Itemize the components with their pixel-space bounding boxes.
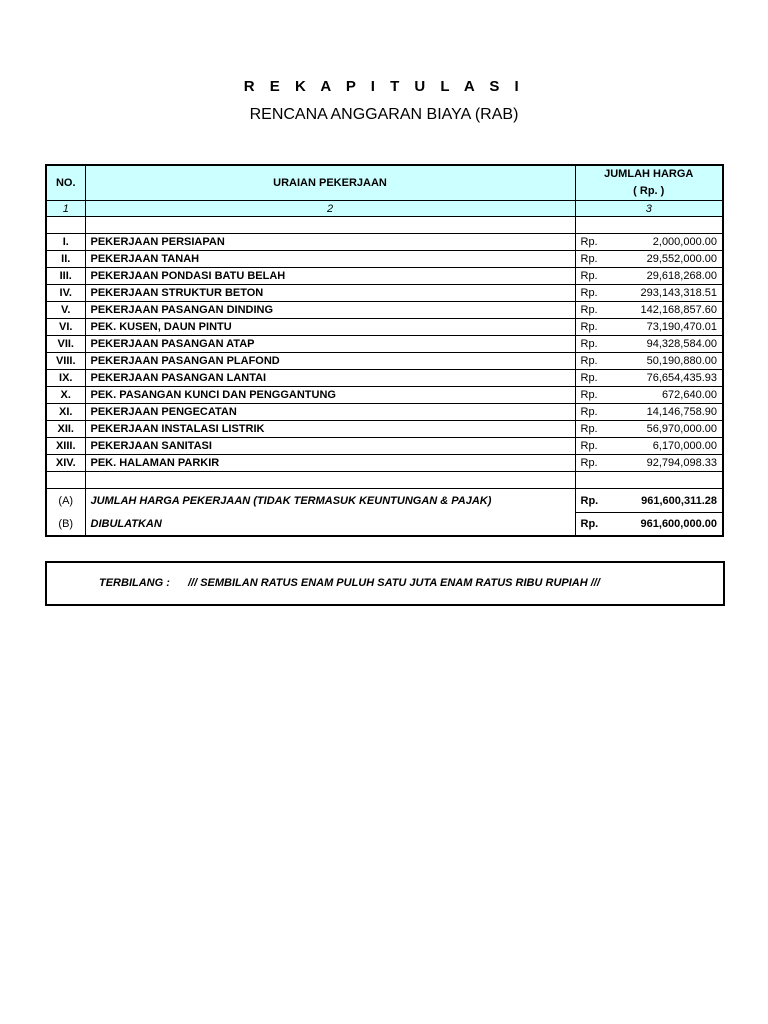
amount-value: 142,168,857.60 bbox=[640, 304, 717, 316]
terbilang-box bbox=[45, 561, 725, 606]
amount-value: 56,970,000.00 bbox=[646, 423, 717, 435]
header-jumlah-line1: JUMLAH HARGA bbox=[604, 168, 694, 180]
currency-label: Rp. bbox=[580, 406, 598, 418]
currency-label: Rp. bbox=[580, 321, 598, 333]
column-number: 3 bbox=[575, 201, 723, 217]
amount-value: 29,618,268.00 bbox=[646, 270, 717, 282]
amount-cell bbox=[575, 387, 723, 404]
amount-cell bbox=[575, 353, 723, 370]
row-number: V. bbox=[46, 302, 85, 319]
row-number: IX. bbox=[46, 370, 85, 387]
amount-cell bbox=[575, 285, 723, 302]
row-description: PEKERJAAN INSTALASI LISTRIK bbox=[85, 421, 575, 438]
blank-row bbox=[46, 472, 723, 489]
row-description: PEK. HALAMAN PARKIR bbox=[85, 455, 575, 472]
table-row bbox=[46, 421, 723, 438]
currency-label: Rp. bbox=[580, 372, 598, 384]
currency-label: Rp. bbox=[580, 440, 598, 452]
row-number: XII. bbox=[46, 421, 85, 438]
amount-value: 76,654,435.93 bbox=[646, 372, 717, 384]
row-description: PEKERJAAN PASANGAN DINDING bbox=[85, 302, 575, 319]
table-row bbox=[46, 404, 723, 421]
column-number: 2 bbox=[85, 201, 575, 217]
currency-label: Rp. bbox=[580, 338, 598, 350]
amount-value: 6,170,000.00 bbox=[652, 440, 717, 452]
table-row bbox=[46, 268, 723, 285]
terbilang-text: /// SEMBILAN RATUS ENAM PULUH SATU JUTA ENAM RATUS RIBU RUPIAH /// bbox=[188, 577, 600, 589]
table-row bbox=[46, 438, 723, 455]
blank-cell bbox=[85, 472, 575, 489]
amount-value: 293,143,318.51 bbox=[640, 287, 717, 299]
amount-value: 14,146,758.90 bbox=[646, 406, 717, 418]
row-number: VII. bbox=[46, 336, 85, 353]
row-description: PEKERJAAN STRUKTUR BETON bbox=[85, 285, 575, 302]
amount-value: 961,600,000.00 bbox=[640, 518, 717, 530]
row-number: XIII. bbox=[46, 438, 85, 455]
column-number: 1 bbox=[46, 201, 85, 217]
table-row bbox=[46, 319, 723, 336]
currency-label: Rp. bbox=[580, 270, 598, 282]
row-description: PEKERJAAN PONDASI BATU BELAH bbox=[85, 268, 575, 285]
row-description: PEK. PASANGAN KUNCI DAN PENGGANTUNG bbox=[85, 387, 575, 404]
terbilang-label: TERBILANG : bbox=[99, 577, 170, 589]
currency-label: Rp. bbox=[580, 423, 598, 435]
amount-cell bbox=[575, 370, 723, 387]
amount-cell bbox=[575, 513, 723, 537]
blank-row bbox=[46, 217, 723, 234]
blank-cell bbox=[575, 472, 723, 489]
document-title: R E K A P I T U L A S I bbox=[243, 78, 525, 95]
header-jumlah-harga bbox=[575, 165, 723, 201]
row-description: PEKERJAAN SANITASI bbox=[85, 438, 575, 455]
table-header-row bbox=[46, 165, 723, 201]
total-number: (A) bbox=[46, 489, 85, 513]
row-description: PEKERJAAN PASANGAN ATAP bbox=[85, 336, 575, 353]
row-number: VI. bbox=[46, 319, 85, 336]
row-number: IV. bbox=[46, 285, 85, 302]
row-number: I. bbox=[46, 234, 85, 251]
row-description: PEKERJAAN PERSIAPAN bbox=[85, 234, 575, 251]
amount-cell bbox=[575, 421, 723, 438]
total-description: DIBULATKAN bbox=[85, 513, 575, 537]
row-description: PEKERJAAN PASANGAN LANTAI bbox=[85, 370, 575, 387]
currency-label: Rp. bbox=[580, 389, 598, 401]
total-number: (B) bbox=[46, 513, 85, 537]
table-row bbox=[46, 370, 723, 387]
amount-cell bbox=[575, 234, 723, 251]
currency-label: Rp. bbox=[580, 287, 598, 299]
currency-label: Rp. bbox=[580, 304, 598, 316]
table-row bbox=[46, 387, 723, 404]
amount-value: 961,600,311.28 bbox=[641, 494, 717, 507]
amount-cell bbox=[575, 438, 723, 455]
amount-cell bbox=[575, 489, 723, 513]
table-row bbox=[46, 285, 723, 302]
amount-value: 2,000,000.00 bbox=[652, 236, 717, 248]
header-jumlah-line2: ( Rp. ) bbox=[633, 185, 665, 197]
table-row bbox=[46, 302, 723, 319]
currency-label: Rp. bbox=[580, 518, 599, 530]
amount-value: 50,190,880.00 bbox=[646, 355, 717, 367]
amount-cell bbox=[575, 455, 723, 472]
currency-label: Rp. bbox=[580, 236, 598, 248]
row-number: XIV. bbox=[46, 455, 85, 472]
currency-label: Rp. bbox=[580, 457, 598, 469]
currency-label: Rp. bbox=[580, 355, 598, 367]
amount-cell bbox=[575, 319, 723, 336]
total-description: JUMLAH HARGA PEKERJAAN (TIDAK TERMASUK KEUNTUNGAN & PAJAK) bbox=[85, 489, 575, 513]
row-description: PEKERJAAN PASANGAN PLAFOND bbox=[85, 353, 575, 370]
amount-value: 29,552,000.00 bbox=[646, 253, 717, 265]
table-row bbox=[46, 353, 723, 370]
total-row-b bbox=[46, 513, 723, 537]
blank-cell bbox=[46, 217, 85, 234]
amount-value: 672,640.00 bbox=[661, 389, 717, 401]
row-number: X. bbox=[46, 387, 85, 404]
amount-cell bbox=[575, 404, 723, 421]
blank-cell bbox=[85, 217, 575, 234]
row-number: II. bbox=[46, 251, 85, 268]
amount-value: 94,328,584.00 bbox=[646, 338, 717, 350]
header-no: NO. bbox=[46, 165, 85, 201]
row-number: VIII. bbox=[46, 353, 85, 370]
amount-value: 73,190,470.01 bbox=[646, 321, 717, 333]
total-row-a bbox=[46, 489, 723, 513]
blank-cell bbox=[46, 472, 85, 489]
row-description: PEK. KUSEN, DAUN PINTU bbox=[85, 319, 575, 336]
row-number: III. bbox=[46, 268, 85, 285]
row-description: PEKERJAAN TANAH bbox=[85, 251, 575, 268]
amount-value: 92,794,098.33 bbox=[646, 457, 717, 469]
currency-label: Rp. bbox=[580, 494, 599, 507]
row-number: XI. bbox=[46, 404, 85, 421]
blank-cell bbox=[575, 217, 723, 234]
header-uraian: URAIAN PEKERJAAN bbox=[85, 165, 575, 201]
table-row bbox=[46, 234, 723, 251]
amount-cell bbox=[575, 336, 723, 353]
column-number-row bbox=[46, 201, 723, 217]
document-subtitle: RENCANA ANGGARAN BIAYA (RAB) bbox=[249, 106, 519, 123]
table-row bbox=[46, 251, 723, 268]
table-row bbox=[46, 455, 723, 472]
amount-cell bbox=[575, 268, 723, 285]
rab-table bbox=[45, 164, 724, 537]
currency-label: Rp. bbox=[580, 253, 598, 265]
table-row bbox=[46, 336, 723, 353]
row-description: PEKERJAAN PENGECATAN bbox=[85, 404, 575, 421]
amount-cell bbox=[575, 251, 723, 268]
amount-cell bbox=[575, 302, 723, 319]
